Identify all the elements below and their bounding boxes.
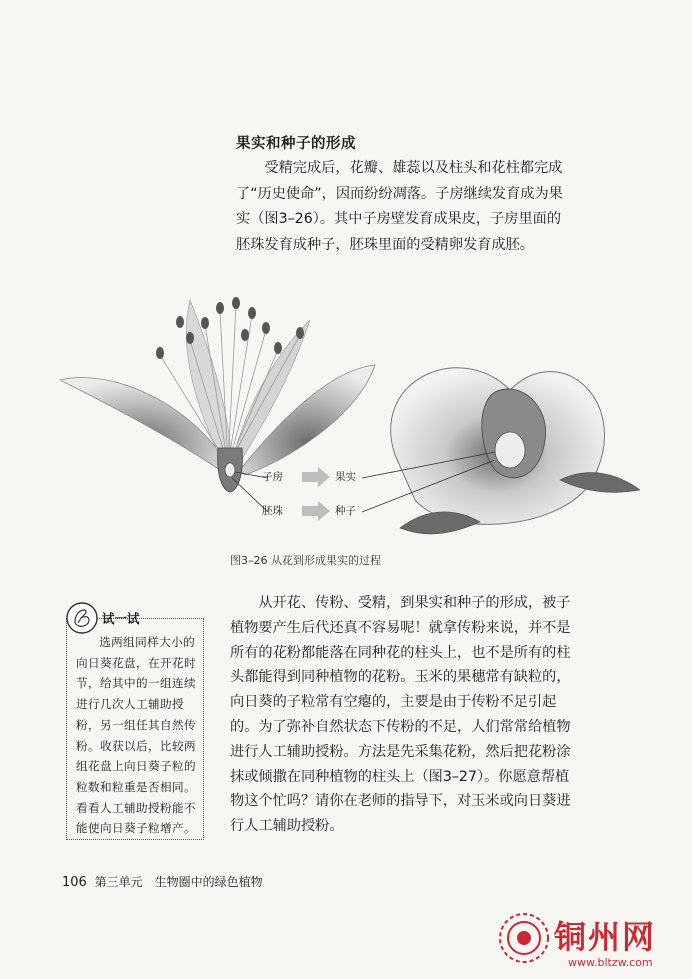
label-ovule: 胚珠 (262, 505, 283, 517)
page-footer (62, 873, 263, 890)
label-seed: 种子 (335, 505, 356, 517)
label-ovary: 子房 (262, 471, 283, 483)
hand-icon (64, 600, 100, 636)
try-it-header (64, 600, 140, 636)
main-paragraph: 从开花、传粉、受精，到果实和种子的形成，被子植物要产生后代还真不容易呢！就拿传粉来说，并不是所有的花粉都能落在同种花的柱头上，也不是所有的柱头都能得到同种植物的花粉。玉米的果穗常有缺粒的，向日葵的子粒常有空瘪的，主要是由于传粉不足引起的。为了弥补自然状态下传粉的不足，人们常常给植物进行人工辅助授粉。方法是先采集花粉，然后把花粉涂抹或倾撒在同种植物的柱头上（图3–27）。你愿意帮植物这个忙吗？请你在老师的指导下，对玉米或向日葵进行人工辅助授粉。 (230, 595, 571, 835)
try-it-title: 试一试 (102, 611, 140, 626)
section-title: 果实和种子的形成 (236, 136, 356, 152)
fruit-drawing (391, 368, 640, 534)
watermark-logo-icon (496, 910, 552, 966)
watermark-text: 铜州网 (554, 918, 657, 956)
try-it-text: 选两组同样大小的向日葵花盘，在开花时节，给其中的一组连续进行几次人工辅助授粉，另一组任其自然传粉。收获以后，比较两组花盘上向日葵子粒的粒数和粒重是否相同。看看人工辅助授粉能不能使向日葵子粒增产。 (76, 635, 196, 836)
watermark-url: www.bltzw.com (568, 956, 653, 969)
arrow-icon (302, 467, 330, 521)
flower-to-fruit-illustration (40, 280, 640, 560)
flower-drawing (60, 297, 375, 492)
unit-title: 第三单元 生物圈中的绿色植物 (94, 875, 263, 889)
intro-paragraph: 受精完成后，花瓣、雄蕊以及柱头和花柱都完成了“历史使命”，因而纷纷凋落。子房继续发育成为果实（图3–26）。其中子房壁发育成果皮，子房里面的胚珠发育成种子，胚珠里面的受精卵发育成胚。 (236, 160, 563, 253)
page-number: 106 (62, 875, 87, 890)
figure-caption: 图3–26 从花到形成果实的过程 (230, 554, 381, 567)
label-fruit: 果实 (335, 471, 356, 483)
